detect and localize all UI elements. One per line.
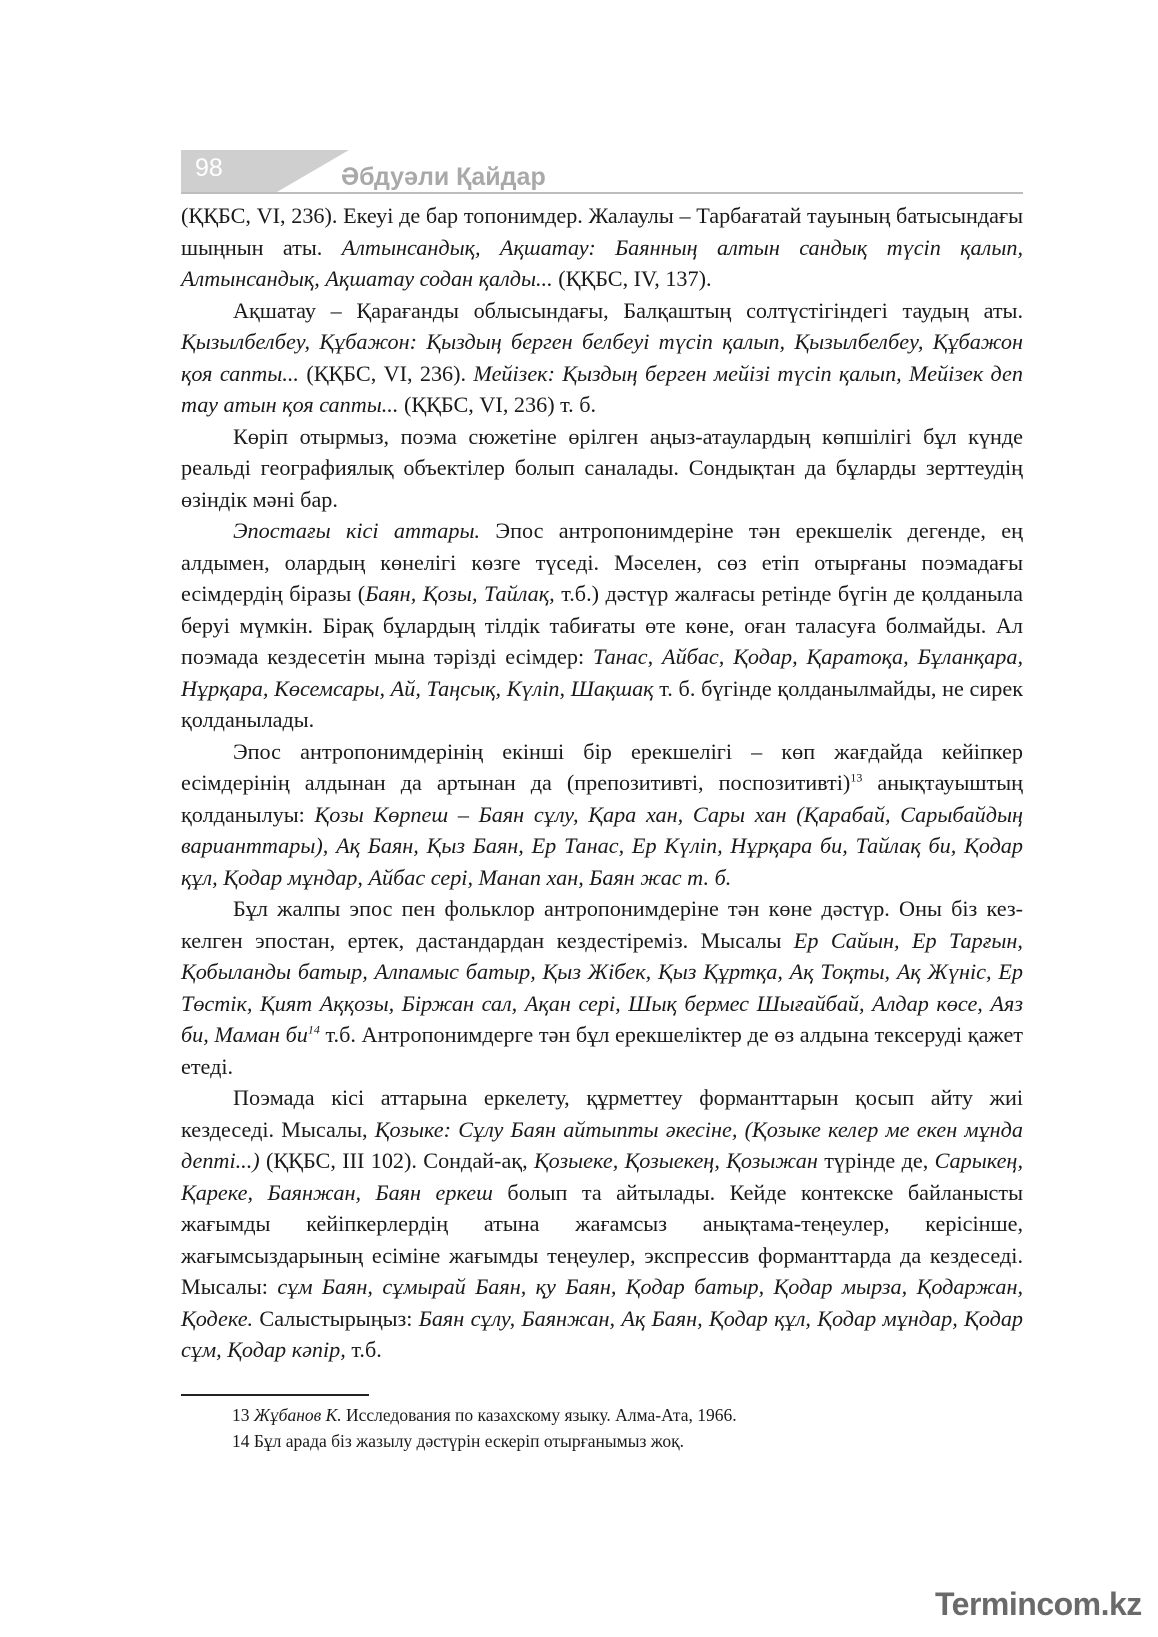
text-run: Ақшатау – Қарағанды облысындағы, Балқаштың солтүстігіндегі таудың аты.	[233, 297, 1023, 323]
italic-run: Қозы Көрпеш – Баян сұлу, Қара хан, Сары хан (Қарабай, Сарыбайдың варианттары), Ақ Баян, Қыз Баян, Ер Танас, Ер Күліп, Нұрқара би, Тайлақ би, Қодар құл, Қодар мұндар, Айбас сері, Манап хан, Баян жас т. б.	[181, 801, 1023, 890]
body-paragraph	[181, 1082, 1023, 1366]
body-paragraph	[181, 515, 1023, 736]
italic-run: Баян, Қозы, Тайлақ,	[365, 581, 555, 606]
text-run: (ҚҚБС, IV, 137).	[552, 266, 712, 291]
header-rule	[181, 192, 1023, 194]
text-run: Поэмада кісі аттарына еркелету, құрметтеу форманттарын қосып айту жиі кездеседі. Мысалы,	[181, 1085, 1023, 1142]
text-run: Эпос антропонимдерінің екінші бір ерекшелігі – көп жағдайда кейіпкер есімдерінің алдынан да артынан да (препозитивті, поспозитивті)	[181, 738, 1023, 795]
footnote-item	[232, 1402, 1022, 1428]
text-run: түрінде де,	[817, 1148, 935, 1173]
text-run: т.б.) дәстүр жалғасы ретінде бүгін де қолданыла беруі мүмкін. Бірақ бұлардың тілдік табиғаты өте көне, оған таласуға болмайды. Ал поэмада кездесетін мына тәрізді есімдер:	[181, 581, 1023, 669]
text-run: Эпос антропонимдеріне тән ерекшелік дегенде, ең алдымен, олардың көнелігі көзге түседі. Мәселен, сөз етіп отырғаны поэмадағы есімдердің біразы (	[181, 518, 1023, 606]
text-run: Салыстырыңыз:	[253, 1305, 419, 1331]
page-number-tab-arrow	[277, 150, 349, 192]
italic-run: Баян сұлу, Баянжан, Ақ Баян, Қодар құл, Қодар мұндар, Қодар сұм, Қодар кәпір,	[181, 1305, 1024, 1362]
italic-run: Эпостағы кісі аттары.	[233, 518, 481, 543]
text-run: Бұл жалпы эпос пен фольклор антропонимдеріне тән көне дәстүр. Оны біз кез-келген эпостан, ертек, дастандардан кездестіреміз. Мысалы	[181, 896, 1023, 953]
text-run: болып та айтылады. Кейде контекске байланысты жағымды кейіпкерлердің атына жағамсыз анықтама-теңеулер, керісінше, жағымсыздарының есіміне жағымды теңеулер, экспрессив форманттарда да кездеседі. Мысалы:	[181, 1179, 1023, 1299]
italic-run: Мейізек: Қыздың берген мейізі түсіп қалып, Мейізек деп тау атын қоя сапты...	[181, 360, 1023, 417]
page-header	[181, 148, 1023, 196]
text-run: Көріп отырмыз, поэма сюжетіне өрілген аңыз-атаулардың көпшілігі бұл күнде реальді географиялық объектілер болып саналады. Сондықтан да бұларды зерттеудің өзіндік мәні бар.	[181, 423, 1023, 512]
text-run: (ҚҚБС, VI, 236) т. б.	[398, 392, 597, 417]
text-run: (ҚҚБС, VI, 236). Екеуі де бар топонимдер. Жалаулы – Тарбағатай тауының батысындағы шыңнын аты.	[181, 203, 1023, 260]
text-run: 14 Бұл арада біз жазылу дәстүрін ескеріп отырғанымыз жоқ.	[232, 1431, 685, 1451]
body-paragraph	[181, 295, 1023, 421]
text-run: Исследования по казахскому языку. Алма-Ата, 1966.	[341, 1405, 737, 1425]
footnote-item	[232, 1428, 1022, 1454]
italic-run: Сарыкең, Қареке, Баянжан, Баян еркеш	[181, 1148, 1023, 1205]
running-head-author: Әбдуәли Қайдар	[341, 163, 546, 191]
body-paragraph	[181, 736, 1023, 894]
italic-run: Қызылбелбеу, Құбажон: Қыздың берген белбеуі түсіп қалып, Қызылбелбеу, Құбажон қоя сапты...	[181, 329, 1023, 386]
body-paragraph	[181, 200, 1023, 295]
body-paragraph	[181, 893, 1023, 1082]
italic-run: Қозыеке, Қозыекең, Қозыжан	[533, 1148, 818, 1173]
footnote-ref: 14	[307, 1022, 320, 1037]
italic-run: сұм Баян, сұмырай Баян, қу Баян, Қодар батыр, Қодар мырза, Қодаржан, Қодеке.	[181, 1274, 1023, 1331]
text-run: т.б.	[345, 1337, 382, 1362]
italic-run: Қозыке: Сұлу Баян айтыпты әкесіне, (Қозыке келер ме екен мұнда депті...)	[181, 1116, 1023, 1173]
text-run: т.б. Антропонимдерге тән бұл ерекшеліктер де өз алдына тексеруді қажет етеді.	[181, 1022, 1024, 1079]
footnote-separator	[181, 1394, 369, 1396]
page-number: 98	[195, 154, 223, 182]
footnotes	[232, 1402, 1022, 1454]
italic-run: Ер Сайын, Ер Тарғын, Қобыланды батыр, Алпамыс батыр, Қыз Жібек, Қыз Құртқа, Ақ Тоқты, Ақ Жүніс, Ер Төстік, Қият Аққозы, Біржан сал, Ақан сері, Шық бермес Шығайбай, Алдар көсе, Аяз би, Маман би	[181, 927, 1023, 1047]
body-text	[181, 200, 1023, 1366]
text-run: (ҚҚБС, ІІІ 102). Сондай-ақ,	[259, 1148, 534, 1173]
site-watermark: Termincom.kz	[935, 1586, 1142, 1622]
italic-run: Танас, Айбас, Қодар, Қаратоқа, Бұланқара, Нұрқара, Көсемсары, Ай, Таңсық, Күліп, Шақшақ	[181, 644, 1024, 701]
italic-run: Жұбанов К.	[253, 1405, 342, 1425]
text-run: 13	[232, 1405, 254, 1425]
text-run: анықтауыштың қолданылуы:	[181, 770, 1023, 827]
body-paragraph	[181, 421, 1023, 516]
text-run: т. б. бүгінде қолданылмайды, не сирек қолданылады.	[181, 675, 1023, 732]
footnote-ref: 13	[850, 770, 863, 785]
italic-run: Алтынсандық, Ақшатау: Баянның алтын сандық түсіп қалып, Алтынсандық, Ақшатау содан қалды...	[181, 234, 1023, 291]
text-run: (ҚҚБС, VI, 236).	[298, 360, 474, 386]
